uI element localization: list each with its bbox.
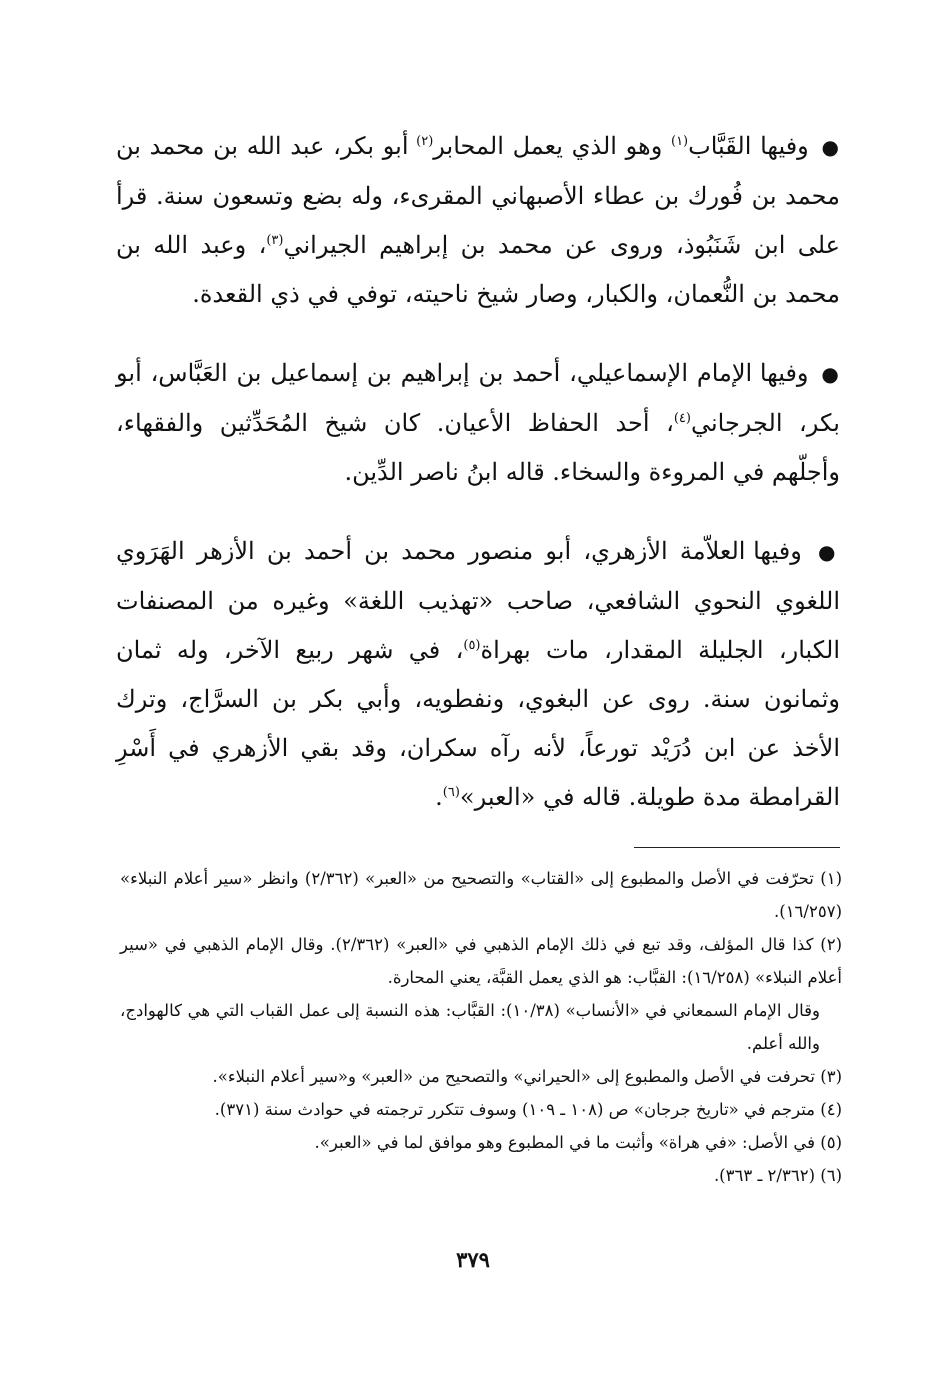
footnote-2: (٢) كذا قال المؤلف، وقد تبع في ذلك الإمام الذهبي في «العبر» (٢/٣٦٢). وقال الإمام الذهبي في «سير أعلام النبلاء» (١٦/٢٥٨): القبَّاب: هو الذي يعمل القبَّة، يعني المحارة. bbox=[120, 935, 843, 987]
text-segment: وهو الذي يعمل المحابر bbox=[433, 132, 671, 160]
bullet-icon: ● bbox=[821, 362, 840, 386]
text-segment: ، وعبد الله بن محمد بن النُّعمان، والكبار، وصار شيخ ناحيته، توفي في ذي القعدة. bbox=[116, 231, 840, 308]
footnotes bbox=[120, 862, 842, 1192]
text-segment: وفيها العلاّمة الأزهري، أبو منصور محمد بن أحمد بن الأزهر الهَرَوي اللغوي النحوي الشافعي، صاحب «تهذيب اللغة» وغيره من المصنفات الكبار، الجليلة المقدار، مات بهراة bbox=[116, 537, 841, 664]
text-segment: أبو بكر، عبد الله بن محمد بن محمد بن فُورك بن عطاء الأصبهاني المقرىء، وله بضع وتسعون سنة. قرأ على ابن شَنَبُوذ، وروى عن محمد بن إبراهيم الجيراني bbox=[116, 132, 841, 259]
bullet-icon: ● bbox=[817, 540, 840, 564]
paragraph-ismaili bbox=[116, 349, 840, 497]
footnote-1: (١) تحرّفت في الأصل والمطبوع إلى «القتاب» والتصحيح من «العبر» (٢/٣٦٢) وانظر «سير أعلام النبلاء» (١٦/٢٥٧). bbox=[120, 869, 842, 921]
page-number: ٣٧٩ bbox=[456, 1247, 490, 1272]
footnote-separator bbox=[634, 847, 840, 848]
footnote-5: (٥) في الأصل: «في هراة» وأثبت ما في المطبوع وهو موافق لما في «العبر». bbox=[314, 1133, 842, 1152]
bullet-icon: ● bbox=[821, 135, 841, 159]
footnote-6: (٦) (٢/٣٦٢ ـ ٣٦٣). bbox=[713, 1166, 842, 1185]
footnote-4: (٤) مترجم في «تاريخ جرجان» ص (١٠٨ ـ ١٠٩) وسوف تتكرر ترجمته في حوادث سنة (٣٧١). bbox=[214, 1100, 842, 1119]
footnote-ref-5: (٥) bbox=[463, 638, 481, 653]
text-segment: ، أحد الحفاظ الأعيان. كان شيخ المُحَدِّثين والفقهاء، وأجلّهم في المروءة والسخاء. قاله ابنُ ناصر الدِّين. bbox=[116, 409, 840, 486]
footnote-ref-2: (٢) bbox=[416, 134, 434, 149]
text-segment: . bbox=[435, 783, 443, 811]
paragraph-qabbab bbox=[116, 122, 840, 319]
footnote-3: (٣) تحرفت في الأصل والمطبوع إلى «الحيراني» والتصحيح من «العبر» و«سير أعلام النبلاء». bbox=[212, 1067, 842, 1086]
footnote-ref-1: (١) bbox=[670, 134, 689, 149]
text-segment: ، في شهر ربيع الآخر، وله ثمان وثمانون سنة. روى عن البغوي، ونفطويه، وأبي بكر بن السرَّاج، وترك الأخذ عن ابن دُرَيْد تورعاً، لأنه رآه سكران، وقد بقي الأزهري في أَسْرِ القرامطة مدة طويلة. قاله في «العبر» bbox=[116, 636, 840, 811]
footnote-ref-6: (٦) bbox=[442, 785, 460, 800]
footnote-ref-3: (٣) bbox=[266, 233, 284, 248]
paragraph-azhari bbox=[116, 527, 840, 822]
text-segment: وفيها القَبَّاب bbox=[688, 132, 809, 160]
footnote-ref-4: (٤) bbox=[673, 411, 691, 426]
main-text bbox=[116, 122, 840, 852]
footnote-2-continued: وقال الإمام السمعاني في «الأنساب» (١٠/٣٨): القبَّاب: هذه النسبة إلى عمل القباب التي هي كالهوادج، والله أعلم. bbox=[120, 1001, 820, 1053]
text-segment: وفيها الإمام الإسماعيلي، أحمد بن إبراهيم بن إسماعيل بن العَبَّاس، أبو بكر، الجرجاني bbox=[116, 359, 840, 437]
